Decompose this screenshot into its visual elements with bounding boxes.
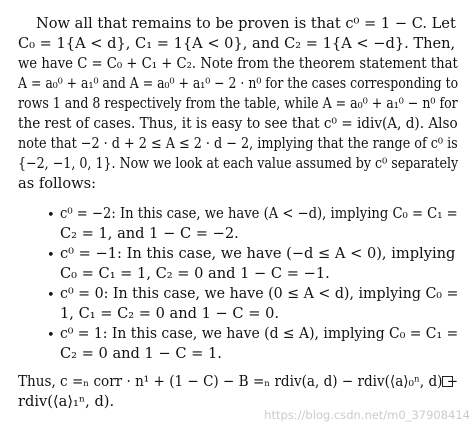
paragraph-line: Now all that remains to be proven is that c⁰ = 1 − C. Let [36, 15, 456, 32]
paragraph-line: the rest of cases. Thus, it is easy to see that c⁰ = idiv(A, d). Also [18, 115, 458, 132]
conclusion-line: Thus, c =ₙ corr · n¹ + (1 − C) − B =ₙ rdiv(a, d) − rdiv(⟨a⟩₀ⁿ, d) − [18, 373, 459, 390]
bullet-icon: • [47, 248, 55, 263]
watermark: https://blog.csdn.net/m0_37908414 [264, 407, 470, 422]
case-line: c⁰ = 1: In this case, we have (d ≤ A), implying C₀ = C₁ = [60, 325, 459, 342]
case-line: C₀ = C₁ = 1, C₂ = 0 and 1 − C = −1. [60, 265, 330, 282]
case-line: c⁰ = 0: In this case, we have (0 ≤ A < d), implying C₀ = [60, 285, 459, 302]
paragraph-line: note that −2 · d + 2 ≤ A ≤ 2 · d − 2, implying that the range of c⁰ is [18, 135, 458, 152]
conclusion-line: rdiv(⟨a⟩₁ⁿ, d). [18, 393, 115, 410]
paragraph-line: we have C = C₀ + C₁ + C₂. Note from the theorem statement that [18, 55, 458, 72]
case-line: C₂ = 1, and 1 − C = −2. [60, 225, 239, 242]
bullet-icon: • [47, 208, 55, 223]
bullet-icon: • [47, 288, 55, 303]
paragraph-line: {−2, −1, 0, 1}. Now we look at each value assumed by c⁰ separately [18, 155, 459, 172]
paragraph-line: as follows: [18, 175, 97, 192]
paragraph-line: A = a₀⁰ + a₁⁰ and A = a₀⁰ + a₁⁰ − 2 · n⁰ for the cases corresponding to [18, 75, 459, 92]
case-line: C₂ = 0 and 1 − C = 1. [60, 345, 222, 362]
case-line: c⁰ = −1: In this case, we have (−d ≤ A < 0), implying [60, 245, 456, 262]
paragraph-line: C₀ = 1{A < d}, C₁ = 1{A < 0}, and C₂ = 1{A < −d}. Then, [18, 35, 456, 52]
paragraph-line: rows 1 and 8 respectively from the table, while A = a₀⁰ + a₁⁰ − n⁰ for [18, 95, 458, 112]
case-line: c⁰ = −2: In this case, we have (A < −d), implying C₀ = C₁ = [60, 205, 458, 222]
bullet-icon: • [47, 328, 55, 343]
qed-box-icon [442, 376, 453, 387]
case-line: 1, C₁ = C₂ = 0 and 1 − C = 0. [60, 305, 279, 322]
